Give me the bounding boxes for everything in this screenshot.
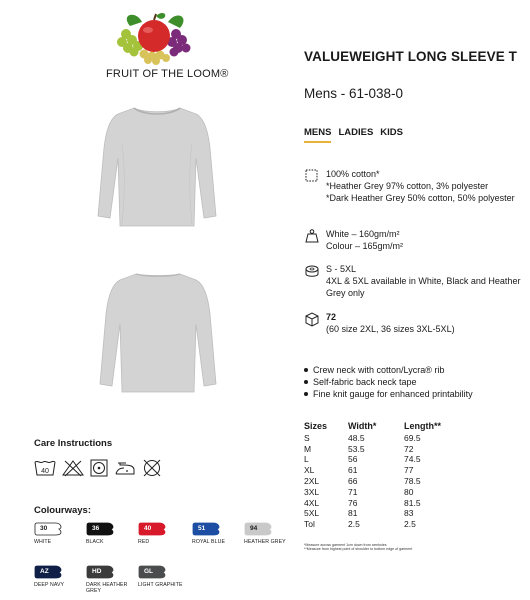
fabric-line-3: *Dark Heather Grey 50% cotton, 50% polyester <box>326 193 515 203</box>
tab-mens[interactable]: MENS <box>304 127 331 143</box>
spec-pack <box>304 311 524 335</box>
no-bleach-icon <box>62 459 84 477</box>
table-row <box>304 433 464 444</box>
tumble-dry-icon <box>90 459 108 477</box>
feature-list <box>304 364 473 400</box>
size-cell: XL <box>304 465 315 476</box>
colour-swatch[interactable] <box>34 565 92 588</box>
table-row <box>304 498 464 509</box>
size-cell: 2XL <box>304 475 320 486</box>
swatch-name: RED <box>138 539 150 545</box>
length-note: **Measure from highest point of shoulder to bottom edge of garment <box>304 547 413 552</box>
swatch-chip <box>138 522 166 536</box>
width-cell: 61 <box>348 465 358 476</box>
brand-wordmark: FRUIT OF THE LOOM® <box>106 68 229 80</box>
product-subtitle: Mens - 61-038-0 <box>304 86 404 101</box>
header-length: Length** <box>404 421 441 431</box>
length-cell: 74.5 <box>404 454 421 465</box>
iron-icon <box>114 459 136 477</box>
spec-fabric <box>304 168 524 204</box>
pack-note: (60 size 2XL, 36 sizes 3XL-5XL) <box>326 324 455 334</box>
size-cell: 3XL <box>304 486 320 497</box>
table-row <box>304 465 464 476</box>
swatch-code: AZ <box>40 568 49 575</box>
table-row <box>304 444 464 455</box>
spec-sizes <box>304 263 524 299</box>
tab-ladies[interactable]: LADIES <box>338 127 374 138</box>
swatch-name: LIGHT GRAPHITE <box>138 582 183 588</box>
length-cell: 2.5 <box>404 519 416 530</box>
swatch-code: 36 <box>92 525 100 532</box>
fabric-line-1: 100% cotton* <box>326 169 380 179</box>
length-cell: 77 <box>404 465 414 476</box>
swatch-code: 40 <box>144 525 152 532</box>
swatch-chip <box>244 522 272 536</box>
swatch-chip <box>34 522 62 536</box>
width-cell: 56 <box>348 454 358 465</box>
swatch-name: HEATHER GREY <box>244 539 286 545</box>
size-cell: M <box>304 443 312 454</box>
length-cell: 72 <box>404 443 414 454</box>
fabric-swatch-icon <box>304 168 320 184</box>
size-label-icon <box>304 263 320 279</box>
swatch-name: DARK HEATHER GREY <box>86 582 128 594</box>
swatch-chip <box>86 522 114 536</box>
width-cell: 76 <box>348 497 358 508</box>
length-cell: 69.5 <box>404 432 421 443</box>
spec-weight <box>304 228 524 252</box>
care-title: Care Instructions <box>34 438 113 449</box>
shirt-front-image <box>92 104 222 230</box>
weight-white: White – 160gm/m² <box>326 229 400 239</box>
swatch-code: 51 <box>198 525 206 532</box>
tab-kids[interactable]: KIDS <box>380 127 403 138</box>
box-icon <box>304 311 320 327</box>
header-sizes: Sizes <box>304 421 328 431</box>
table-row <box>304 487 464 498</box>
fabric-line-2: *Heather Grey 97% cotton, 3% polyester <box>326 181 489 191</box>
length-cell: 81.5 <box>404 497 421 508</box>
pack-count: 72 <box>326 312 337 322</box>
table-row <box>304 519 464 530</box>
width-cell: 48.5 <box>348 432 365 443</box>
care-icons <box>34 459 162 477</box>
size-availability: 4XL & 5XL available in White, Black and Heather Grey only <box>326 276 521 298</box>
feature-item: Crew neck with cotton/Lycra® rib <box>304 364 473 376</box>
size-cell: S <box>304 432 310 443</box>
shirt-back-image <box>94 268 222 396</box>
header-width: Width* <box>348 421 377 431</box>
swatch-code: 94 <box>250 525 258 532</box>
fruit-cluster-icon <box>110 8 200 66</box>
colour-swatch[interactable] <box>192 522 250 545</box>
table-row <box>304 476 464 487</box>
colourways-title: Colourways: <box>34 505 92 516</box>
swatch-code: 30 <box>40 525 48 532</box>
width-cell: 53.5 <box>348 443 365 454</box>
wash-40-icon <box>34 459 56 477</box>
width-note: *Measure across garment 1cm down from armholes <box>304 543 387 547</box>
size-cell: 4XL <box>304 497 320 508</box>
measurement-notes <box>304 543 412 552</box>
colour-swatch[interactable] <box>86 565 144 594</box>
length-cell: 83 <box>404 508 414 519</box>
size-cell: Tol <box>304 519 315 530</box>
table-row <box>304 508 464 519</box>
swatch-code: GL <box>144 568 154 575</box>
swatch-name: ROYAL BLUE <box>192 539 225 545</box>
colour-swatch[interactable] <box>138 522 196 545</box>
size-table-header <box>304 421 464 433</box>
weight-icon <box>304 228 320 244</box>
colour-swatch[interactable] <box>86 522 144 545</box>
size-cell: L <box>304 454 309 465</box>
colour-swatch[interactable] <box>34 522 92 545</box>
swatch-name: WHITE <box>34 539 52 545</box>
no-dry-clean-icon <box>142 459 162 477</box>
swatch-chip <box>192 522 220 536</box>
colour-swatch[interactable] <box>138 565 196 588</box>
width-cell: 71 <box>348 486 358 497</box>
swatch-name: BLACK <box>86 539 104 545</box>
feature-item: Self-fabric back neck tape <box>304 376 473 388</box>
brand-logo <box>100 8 229 80</box>
gender-tabs <box>304 127 403 143</box>
swatch-code: HD <box>92 568 102 575</box>
size-cell: 5XL <box>304 508 320 519</box>
width-cell: 66 <box>348 475 358 486</box>
feature-item: Fine knit gauge for enhanced printability <box>304 388 473 400</box>
size-range: S - 5XL <box>326 264 357 274</box>
width-cell: 2.5 <box>348 519 360 530</box>
swatch-name: DEEP NAVY <box>34 582 65 588</box>
weight-colour: Colour – 165gm/m² <box>326 241 404 251</box>
length-cell: 78.5 <box>404 475 421 486</box>
wash-temp: 40 <box>41 468 49 475</box>
length-cell: 80 <box>404 486 414 497</box>
table-row <box>304 454 464 465</box>
size-table <box>304 421 464 530</box>
colour-swatch[interactable] <box>244 522 302 545</box>
width-cell: 81 <box>348 508 358 519</box>
product-title: VALUEWEIGHT LONG SLEEVE T <box>304 49 518 64</box>
